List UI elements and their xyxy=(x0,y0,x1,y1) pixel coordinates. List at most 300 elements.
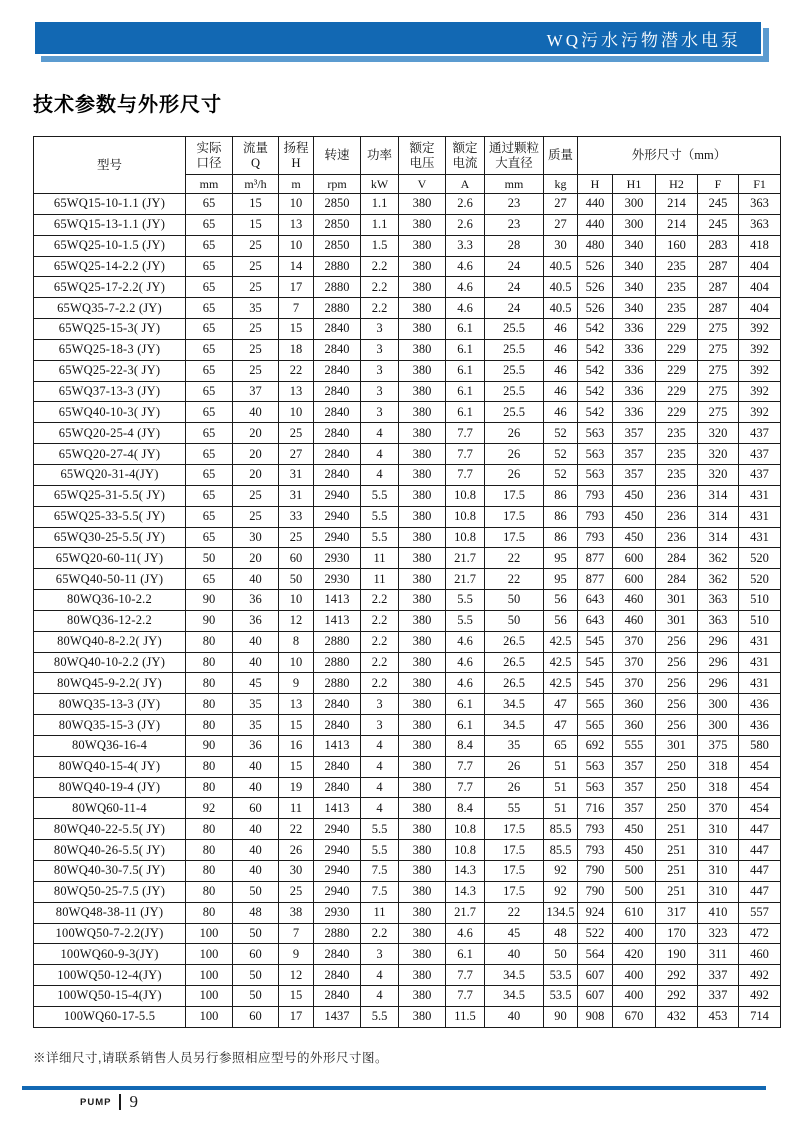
value-cell: 400 xyxy=(613,923,656,944)
table-row xyxy=(34,673,781,694)
value-cell: 190 xyxy=(656,944,698,965)
value-cell: 65 xyxy=(186,298,233,319)
value-cell: 472 xyxy=(739,923,781,944)
value-cell: 2940 xyxy=(314,485,361,506)
col-unit: mm xyxy=(485,175,544,194)
value-cell: 236 xyxy=(656,485,698,506)
value-cell: 51 xyxy=(544,777,578,798)
value-cell: 45 xyxy=(233,673,279,694)
model-cell: 65WQ25-17-2.2( JY) xyxy=(34,277,186,298)
value-cell: 13 xyxy=(279,381,314,402)
value-cell: 100 xyxy=(186,944,233,965)
value-cell: 26 xyxy=(485,756,544,777)
value-cell: 2850 xyxy=(314,214,361,235)
value-cell: 404 xyxy=(739,256,781,277)
value-cell: 134.5 xyxy=(544,902,578,923)
value-cell: 526 xyxy=(578,277,613,298)
col-unit: A xyxy=(446,175,485,194)
value-cell: 256 xyxy=(656,694,698,715)
value-cell: 25.5 xyxy=(485,402,544,423)
table-row xyxy=(34,298,781,319)
value-cell: 26 xyxy=(485,444,544,465)
table-row xyxy=(34,214,781,235)
value-cell: 2840 xyxy=(314,986,361,1007)
value-cell: 337 xyxy=(698,986,739,1007)
value-cell: 2940 xyxy=(314,527,361,548)
spec-table-body xyxy=(34,194,781,1028)
value-cell: 563 xyxy=(578,777,613,798)
value-cell: 1413 xyxy=(314,798,361,819)
model-cell: 100WQ50-7-2.2(JY) xyxy=(34,923,186,944)
value-cell: 35 xyxy=(233,694,279,715)
value-cell: 6.1 xyxy=(446,319,485,340)
model-cell: 65WQ40-10-3( JY) xyxy=(34,402,186,423)
value-cell: 357 xyxy=(613,423,656,444)
value-cell: 21.7 xyxy=(446,569,485,590)
value-cell: 314 xyxy=(698,527,739,548)
value-cell: 542 xyxy=(578,381,613,402)
value-cell: 25 xyxy=(233,235,279,256)
value-cell: 284 xyxy=(656,569,698,590)
table-row xyxy=(34,986,781,1007)
table-row xyxy=(34,1006,781,1027)
value-cell: 17 xyxy=(279,277,314,298)
value-cell: 17.5 xyxy=(485,527,544,548)
value-cell: 7.7 xyxy=(446,756,485,777)
value-cell: 380 xyxy=(399,402,446,423)
col-unit: V xyxy=(399,175,446,194)
value-cell: 80 xyxy=(186,652,233,673)
value-cell: 40 xyxy=(233,819,279,840)
value-cell: 11 xyxy=(361,902,399,923)
value-cell: 236 xyxy=(656,506,698,527)
value-cell: 4 xyxy=(361,798,399,819)
model-cell: 65WQ20-25-4 (JY) xyxy=(34,423,186,444)
value-cell: 46 xyxy=(544,339,578,360)
value-cell: 80 xyxy=(186,902,233,923)
value-cell: 21.7 xyxy=(446,902,485,923)
value-cell: 40 xyxy=(233,631,279,652)
value-cell: 55 xyxy=(485,798,544,819)
value-cell: 40 xyxy=(233,861,279,882)
value-cell: 214 xyxy=(656,214,698,235)
value-cell: 5.5 xyxy=(446,590,485,611)
value-cell: 2840 xyxy=(314,423,361,444)
value-cell: 250 xyxy=(656,798,698,819)
value-cell: 85.5 xyxy=(544,840,578,861)
value-cell: 7.5 xyxy=(361,861,399,882)
value-cell: 40.5 xyxy=(544,298,578,319)
value-cell: 380 xyxy=(399,944,446,965)
value-cell: 7.7 xyxy=(446,464,485,485)
value-cell: 300 xyxy=(698,694,739,715)
value-cell: 510 xyxy=(739,590,781,611)
value-cell: 100 xyxy=(186,923,233,944)
value-cell: 4.6 xyxy=(446,631,485,652)
table-row xyxy=(34,319,781,340)
value-cell: 12 xyxy=(279,610,314,631)
value-cell: 11.5 xyxy=(446,1006,485,1027)
page-title: 技术参数与外形尺寸 xyxy=(33,94,222,116)
table-row xyxy=(34,923,781,944)
value-cell: 404 xyxy=(739,277,781,298)
value-cell: 65 xyxy=(186,214,233,235)
value-cell: 526 xyxy=(578,256,613,277)
value-cell: 60 xyxy=(233,798,279,819)
value-cell: 1.1 xyxy=(361,194,399,215)
value-cell: 2880 xyxy=(314,673,361,694)
value-cell: 2840 xyxy=(314,444,361,465)
value-cell: 229 xyxy=(656,360,698,381)
value-cell: 440 xyxy=(578,194,613,215)
value-cell: 8 xyxy=(279,631,314,652)
value-cell: 6.1 xyxy=(446,402,485,423)
value-cell: 380 xyxy=(399,652,446,673)
value-cell: 14 xyxy=(279,256,314,277)
value-cell: 235 xyxy=(656,277,698,298)
value-cell: 380 xyxy=(399,277,446,298)
value-cell: 3.3 xyxy=(446,235,485,256)
value-cell: 51 xyxy=(544,798,578,819)
value-cell: 292 xyxy=(656,986,698,1007)
col-unit: mm xyxy=(186,175,233,194)
model-cell: 80WQ35-15-3 (JY) xyxy=(34,715,186,736)
value-cell: 337 xyxy=(698,965,739,986)
value-cell: 460 xyxy=(613,610,656,631)
value-cell: 22 xyxy=(485,548,544,569)
model-cell: 100WQ50-12-4(JY) xyxy=(34,965,186,986)
value-cell: 1413 xyxy=(314,735,361,756)
value-cell: 600 xyxy=(613,548,656,569)
value-cell: 40.5 xyxy=(544,277,578,298)
value-cell: 670 xyxy=(613,1006,656,1027)
value-cell: 35 xyxy=(233,715,279,736)
value-cell: 17.5 xyxy=(485,506,544,527)
value-cell: 6.1 xyxy=(446,944,485,965)
value-cell: 380 xyxy=(399,861,446,882)
model-cell: 65WQ25-18-3 (JY) xyxy=(34,339,186,360)
value-cell: 40 xyxy=(485,1006,544,1027)
value-cell: 4.6 xyxy=(446,652,485,673)
value-cell: 22 xyxy=(279,360,314,381)
value-cell: 19 xyxy=(279,777,314,798)
value-cell: 492 xyxy=(739,986,781,1007)
value-cell: 480 xyxy=(578,235,613,256)
value-cell: 2840 xyxy=(314,360,361,381)
value-cell: 716 xyxy=(578,798,613,819)
col-unit: m xyxy=(279,175,314,194)
value-cell: 28 xyxy=(485,235,544,256)
value-cell: 370 xyxy=(613,673,656,694)
value-cell: 229 xyxy=(656,339,698,360)
value-cell: 86 xyxy=(544,485,578,506)
value-cell: 40 xyxy=(233,756,279,777)
value-cell: 340 xyxy=(613,256,656,277)
value-cell: 46 xyxy=(544,402,578,423)
value-cell: 42.5 xyxy=(544,673,578,694)
value-cell: 420 xyxy=(613,944,656,965)
value-cell: 563 xyxy=(578,464,613,485)
value-cell: 7 xyxy=(279,298,314,319)
model-cell: 65WQ37-13-3 (JY) xyxy=(34,381,186,402)
value-cell: 229 xyxy=(656,319,698,340)
value-cell: 15 xyxy=(279,319,314,340)
value-cell: 10.8 xyxy=(446,485,485,506)
value-cell: 2.2 xyxy=(361,652,399,673)
value-cell: 10.8 xyxy=(446,527,485,548)
model-cell: 80WQ50-25-7.5 (JY) xyxy=(34,881,186,902)
value-cell: 34.5 xyxy=(485,694,544,715)
value-cell: 250 xyxy=(656,756,698,777)
col-unit: kW xyxy=(361,175,399,194)
value-cell: 287 xyxy=(698,277,739,298)
model-cell: 80WQ36-10-2.2 xyxy=(34,590,186,611)
value-cell: 380 xyxy=(399,235,446,256)
table-row xyxy=(34,381,781,402)
value-cell: 357 xyxy=(613,777,656,798)
spec-table xyxy=(33,136,781,1028)
value-cell: 14.3 xyxy=(446,861,485,882)
value-cell: 86 xyxy=(544,506,578,527)
value-cell: 545 xyxy=(578,631,613,652)
table-row xyxy=(34,506,781,527)
value-cell: 4.6 xyxy=(446,277,485,298)
value-cell: 563 xyxy=(578,756,613,777)
value-cell: 2840 xyxy=(314,965,361,986)
value-cell: 2840 xyxy=(314,464,361,485)
value-cell: 7.7 xyxy=(446,986,485,1007)
page-number: 9 xyxy=(129,1092,138,1111)
value-cell: 4 xyxy=(361,965,399,986)
value-cell: 924 xyxy=(578,902,613,923)
value-cell: 380 xyxy=(399,298,446,319)
value-cell: 2940 xyxy=(314,881,361,902)
value-cell: 392 xyxy=(739,339,781,360)
value-cell: 17 xyxy=(279,1006,314,1027)
value-cell: 380 xyxy=(399,673,446,694)
value-cell: 17.5 xyxy=(485,819,544,840)
value-cell: 80 xyxy=(186,673,233,694)
value-cell: 380 xyxy=(399,840,446,861)
table-row xyxy=(34,527,781,548)
value-cell: 380 xyxy=(399,444,446,465)
value-cell: 357 xyxy=(613,756,656,777)
value-cell: 380 xyxy=(399,423,446,444)
table-row xyxy=(34,902,781,923)
footer-rule xyxy=(22,1086,766,1090)
value-cell: 33 xyxy=(279,506,314,527)
value-cell: 4.6 xyxy=(446,256,485,277)
value-cell: 565 xyxy=(578,694,613,715)
value-cell: 431 xyxy=(739,485,781,506)
value-cell: 22 xyxy=(485,569,544,590)
value-cell: 542 xyxy=(578,402,613,423)
value-cell: 363 xyxy=(698,610,739,631)
value-cell: 692 xyxy=(578,735,613,756)
value-cell: 251 xyxy=(656,819,698,840)
value-cell: 20 xyxy=(233,464,279,485)
value-cell: 7.7 xyxy=(446,965,485,986)
value-cell: 323 xyxy=(698,923,739,944)
col-header: 实际 口径 xyxy=(186,137,233,175)
value-cell: 1.5 xyxy=(361,235,399,256)
value-cell: 24 xyxy=(485,298,544,319)
value-cell: 36 xyxy=(233,735,279,756)
value-cell: 35 xyxy=(233,298,279,319)
model-cell: 80WQ40-19-4 (JY) xyxy=(34,777,186,798)
value-cell: 65 xyxy=(186,402,233,423)
value-cell: 380 xyxy=(399,610,446,631)
value-cell: 380 xyxy=(399,214,446,235)
value-cell: 65 xyxy=(186,256,233,277)
value-cell: 256 xyxy=(656,631,698,652)
value-cell: 380 xyxy=(399,360,446,381)
value-cell: 336 xyxy=(613,360,656,381)
value-cell: 245 xyxy=(698,214,739,235)
value-cell: 18 xyxy=(279,339,314,360)
value-cell: 2840 xyxy=(314,319,361,340)
value-cell: 46 xyxy=(544,381,578,402)
value-cell: 526 xyxy=(578,298,613,319)
value-cell: 793 xyxy=(578,485,613,506)
value-cell: 301 xyxy=(656,735,698,756)
model-cell: 80WQ40-26-5.5( JY) xyxy=(34,840,186,861)
value-cell: 20 xyxy=(233,548,279,569)
value-cell: 2.2 xyxy=(361,298,399,319)
value-cell: 80 xyxy=(186,631,233,652)
value-cell: 10 xyxy=(279,590,314,611)
value-cell: 26.5 xyxy=(485,652,544,673)
value-cell: 360 xyxy=(613,694,656,715)
value-cell: 3 xyxy=(361,944,399,965)
value-cell: 275 xyxy=(698,339,739,360)
model-cell: 65WQ40-50-11 (JY) xyxy=(34,569,186,590)
value-cell: 2.2 xyxy=(361,923,399,944)
value-cell: 4.6 xyxy=(446,673,485,694)
value-cell: 500 xyxy=(613,881,656,902)
value-cell: 17.5 xyxy=(485,861,544,882)
value-cell: 3 xyxy=(361,715,399,736)
value-cell: 2930 xyxy=(314,548,361,569)
value-cell: 311 xyxy=(698,944,739,965)
value-cell: 10.8 xyxy=(446,840,485,861)
value-cell: 380 xyxy=(399,527,446,548)
value-cell: 2.6 xyxy=(446,214,485,235)
value-cell: 229 xyxy=(656,381,698,402)
value-cell: 31 xyxy=(279,464,314,485)
value-cell: 320 xyxy=(698,464,739,485)
value-cell: 80 xyxy=(186,694,233,715)
value-cell: 46 xyxy=(544,319,578,340)
col-header: 功率 xyxy=(361,137,399,175)
col-header: 流量 Q xyxy=(233,137,279,175)
value-cell: 340 xyxy=(613,298,656,319)
model-cell: 80WQ40-10-2.2 (JY) xyxy=(34,652,186,673)
value-cell: 2930 xyxy=(314,902,361,923)
value-cell: 2.2 xyxy=(361,673,399,694)
value-cell: 437 xyxy=(739,444,781,465)
value-cell: 25 xyxy=(233,256,279,277)
value-cell: 235 xyxy=(656,464,698,485)
value-cell: 296 xyxy=(698,631,739,652)
value-cell: 51 xyxy=(544,756,578,777)
table-row xyxy=(34,965,781,986)
value-cell: 8.4 xyxy=(446,735,485,756)
col-unit: rpm xyxy=(314,175,361,194)
value-cell: 6.1 xyxy=(446,694,485,715)
value-cell: 370 xyxy=(613,652,656,673)
value-cell: 65 xyxy=(186,423,233,444)
model-cell: 100WQ60-17-5.5 xyxy=(34,1006,186,1027)
value-cell: 877 xyxy=(578,569,613,590)
value-cell: 10 xyxy=(279,402,314,423)
model-cell: 65WQ25-33-5.5( JY) xyxy=(34,506,186,527)
value-cell: 30 xyxy=(279,861,314,882)
value-cell: 447 xyxy=(739,840,781,861)
value-cell: 563 xyxy=(578,423,613,444)
value-cell: 437 xyxy=(739,464,781,485)
value-cell: 23 xyxy=(485,214,544,235)
value-cell: 4.6 xyxy=(446,923,485,944)
value-cell: 25 xyxy=(279,423,314,444)
value-cell: 3 xyxy=(361,402,399,423)
value-cell: 404 xyxy=(739,298,781,319)
value-cell: 380 xyxy=(399,923,446,944)
value-cell: 380 xyxy=(399,506,446,527)
value-cell: 2840 xyxy=(314,777,361,798)
col-header-dimension: F1 xyxy=(739,175,781,194)
value-cell: 877 xyxy=(578,548,613,569)
spec-table-header xyxy=(34,137,781,194)
value-cell: 400 xyxy=(613,965,656,986)
value-cell: 65 xyxy=(186,277,233,298)
table-row xyxy=(34,423,781,444)
value-cell: 214 xyxy=(656,194,698,215)
value-cell: 380 xyxy=(399,735,446,756)
value-cell: 4 xyxy=(361,777,399,798)
value-cell: 60 xyxy=(279,548,314,569)
value-cell: 545 xyxy=(578,652,613,673)
table-row xyxy=(34,360,781,381)
table-row xyxy=(34,715,781,736)
value-cell: 380 xyxy=(399,777,446,798)
value-cell: 38 xyxy=(279,902,314,923)
col-unit: kg xyxy=(544,175,578,194)
table-row xyxy=(34,735,781,756)
value-cell: 3 xyxy=(361,381,399,402)
footer-brand: PUMP xyxy=(80,1096,112,1108)
value-cell: 557 xyxy=(739,902,781,923)
value-cell: 17.5 xyxy=(485,840,544,861)
value-cell: 25.5 xyxy=(485,381,544,402)
value-cell: 380 xyxy=(399,798,446,819)
value-cell: 284 xyxy=(656,548,698,569)
value-cell: 12 xyxy=(279,965,314,986)
value-cell: 275 xyxy=(698,402,739,423)
table-row xyxy=(34,485,781,506)
value-cell: 80 xyxy=(186,881,233,902)
value-cell: 251 xyxy=(656,861,698,882)
value-cell: 520 xyxy=(739,569,781,590)
value-cell: 65 xyxy=(186,444,233,465)
value-cell: 6.1 xyxy=(446,381,485,402)
value-cell: 714 xyxy=(739,1006,781,1027)
value-cell: 250 xyxy=(656,777,698,798)
value-cell: 65 xyxy=(186,194,233,215)
value-cell: 542 xyxy=(578,339,613,360)
value-cell: 793 xyxy=(578,840,613,861)
value-cell: 42.5 xyxy=(544,652,578,673)
